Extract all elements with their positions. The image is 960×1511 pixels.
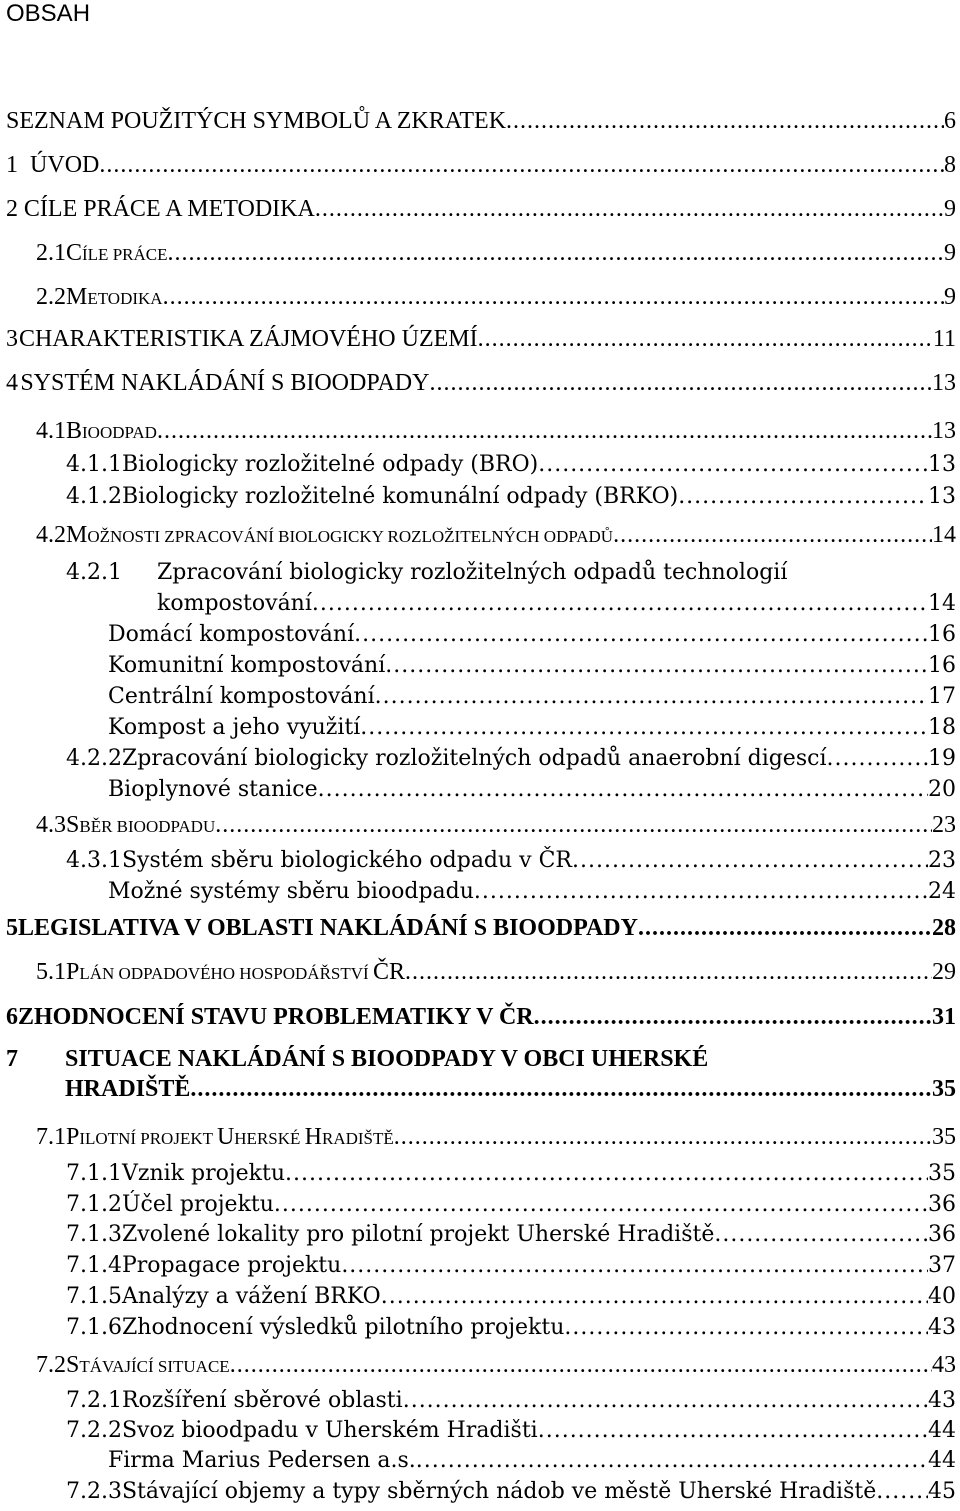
toc-number: 7.1.1	[66, 1161, 122, 1186]
toc-number: 7.2.3	[66, 1479, 122, 1504]
toc-page-number: 11	[932, 326, 956, 352]
toc-page-number: 36	[928, 1192, 956, 1217]
toc-title: Možné systémy sběru bioodpadu	[108, 879, 474, 904]
toc-page-number: 16	[928, 622, 956, 647]
toc-page-number: 8	[944, 152, 956, 178]
toc-entry-7-1-1[interactable]	[66, 1161, 956, 1186]
toc-number: 7.1.2	[66, 1192, 122, 1217]
toc-leader	[285, 1161, 928, 1186]
toc-entry-7-2[interactable]	[36, 1352, 956, 1379]
toc-number: 4.2.1	[66, 560, 122, 585]
toc-leader	[714, 1222, 928, 1247]
toc-title: Zpracování biologicky rozložitelných odpadů anaerobní digescí	[121, 746, 827, 771]
toc-number: 2	[6, 196, 18, 222]
toc-entry-5[interactable]	[6, 915, 956, 942]
toc-page-number: 23	[928, 848, 956, 873]
toc-title: Domácí kompostování	[108, 622, 355, 647]
toc-leader	[315, 196, 944, 223]
toc-leader	[381, 1284, 928, 1309]
toc-entry-kompost-vyuziti[interactable]	[108, 715, 956, 740]
toc-entry-komunitni-kompostovani[interactable]	[108, 653, 956, 678]
toc-leader	[405, 959, 932, 986]
toc-page-number: 43	[928, 1388, 956, 1413]
toc-leader	[506, 108, 944, 135]
toc-entry-3[interactable]	[6, 326, 956, 353]
toc-leader	[826, 746, 928, 771]
toc-title: MOŽNOSTI ZPRACOVÁNÍ BIOLOGICKY ROZLOŽITELNÝCH ODPADŮ	[66, 522, 614, 548]
toc-title: PILOTNÍ PROJEKT UHERSKÉ HRADIŠTĚ	[66, 1124, 394, 1150]
toc-page-number: 40	[928, 1284, 956, 1309]
toc-leader	[538, 1418, 928, 1443]
toc-number: 4.1.2	[66, 484, 122, 509]
toc-page-number: 20	[928, 777, 956, 802]
toc-title: Zhodnocení výsledků pilotního projektu	[121, 1315, 565, 1340]
toc-page-number: 9	[944, 240, 956, 266]
toc-leader	[354, 622, 928, 647]
toc-leader	[341, 1253, 928, 1278]
toc-title-continued: kompostování	[157, 591, 312, 616]
toc-page-number: 43	[928, 1315, 956, 1340]
toc-number: 2.2	[36, 284, 66, 310]
toc-leader	[312, 591, 928, 616]
toc-number: 4	[6, 370, 18, 396]
toc-number: 7.2	[36, 1352, 66, 1378]
toc-number: 7.1	[36, 1124, 66, 1150]
toc-entry-7-1-6[interactable]	[66, 1315, 956, 1340]
toc-entry-7-2-2[interactable]	[66, 1418, 956, 1443]
toc-entry-7-cont[interactable]	[65, 1076, 956, 1103]
toc-leader	[385, 653, 928, 678]
toc-number: 6	[6, 1004, 18, 1030]
toc-title: ÚVOD	[30, 152, 100, 178]
toc-number: 5	[6, 915, 18, 941]
toc-leader	[572, 848, 928, 873]
toc-title: LEGISLATIVA V OBLASTI NAKLÁDÁNÍ S BIOODPADY	[18, 915, 638, 941]
toc-number: 7.1.4	[66, 1253, 122, 1278]
toc-entry-7-1-5[interactable]	[66, 1284, 956, 1309]
toc-entry-7-2-1[interactable]	[66, 1388, 956, 1413]
toc-page-number: 43	[932, 1352, 956, 1378]
toc-entry-6[interactable]	[6, 1004, 956, 1031]
toc-page-number: 13	[928, 452, 956, 477]
toc-number: 4.1.1	[66, 452, 122, 477]
toc-entry-bioplynove-stanice[interactable]	[108, 777, 956, 802]
toc-title: Biologicky rozložitelné komunální odpady (BRKO)	[121, 484, 679, 509]
toc-leader	[99, 152, 944, 179]
toc-page-number: 35	[932, 1076, 956, 1102]
toc-page-number: 19	[928, 746, 956, 771]
toc-number: 2.1	[36, 240, 66, 266]
toc-page-number: 13	[928, 484, 956, 509]
toc-page-number: 9	[944, 284, 956, 310]
toc-leader	[230, 1352, 932, 1379]
toc-leader	[318, 777, 928, 802]
toc-entry-7-1-2[interactable]	[66, 1192, 956, 1217]
toc-leader	[474, 879, 928, 904]
toc-number: 4.2	[36, 522, 66, 548]
toc-entry-7-2-3[interactable]	[66, 1479, 956, 1504]
toc-page-number: 13	[932, 418, 956, 444]
toc-number: 3	[6, 326, 18, 352]
toc-leader	[613, 522, 932, 549]
toc-leader	[157, 418, 932, 445]
toc-title: Bioplynové stanice	[108, 777, 318, 802]
toc-number: 5.1	[36, 959, 66, 985]
toc-title: Stávající objemy a typy sběrných nádob ve městě Uherské Hradiště	[121, 1479, 877, 1504]
toc-page-number: 14	[932, 522, 956, 548]
toc-title: Analýzy a vážení BRKO	[121, 1284, 381, 1309]
toc-leader	[429, 370, 932, 397]
toc-title: BIOODPAD	[66, 418, 157, 444]
toc-entry-4-2-1-cont[interactable]	[157, 591, 956, 616]
toc-title: Propagace projektu	[121, 1253, 342, 1278]
toc-page-number: 23	[932, 812, 956, 838]
toc-title: Centrální kompostování	[108, 684, 375, 709]
toc-entry-1[interactable]	[6, 152, 956, 179]
toc-entry-mozne-systemy[interactable]	[108, 879, 956, 904]
toc-page-number: 37	[928, 1253, 956, 1278]
toc-page-number: 44	[928, 1448, 956, 1473]
toc-leader	[403, 1388, 928, 1413]
toc-entry-4-1[interactable]	[36, 418, 956, 445]
toc-number: 7	[6, 1046, 18, 1072]
toc-page-number: 18	[928, 715, 956, 740]
toc-leader	[190, 1076, 932, 1103]
toc-leader	[478, 326, 933, 353]
toc-title: Systém sběru biologického odpadu v ČR	[121, 848, 572, 873]
toc-page-number: 35	[932, 1124, 956, 1150]
toc-number: 7.1.6	[66, 1315, 122, 1340]
toc-leader	[360, 715, 928, 740]
toc-title: CHARAKTERISTIKA ZÁJMOVÉHO ÚZEMÍ	[18, 326, 478, 352]
toc-title: Svoz bioodpadu v Uherském Hradišti	[121, 1418, 538, 1443]
toc-entry-2-2[interactable]	[36, 284, 956, 311]
toc-page-number: 36	[928, 1222, 956, 1247]
toc-page-number: 45	[928, 1479, 956, 1504]
toc-entry-4-1-1[interactable]	[66, 452, 956, 477]
toc-entry-4-1-2[interactable]	[66, 484, 956, 509]
toc-title: Vznik projektu	[121, 1161, 286, 1186]
toc-entry-2-1[interactable]	[36, 240, 956, 267]
toc-entry-4-2-1[interactable]	[66, 560, 956, 585]
toc-page-number: 35	[928, 1161, 956, 1186]
toc-leader	[534, 1004, 932, 1031]
toc-number: 4.2.2	[66, 746, 122, 771]
toc-title: Komunitní kompostování	[108, 653, 386, 678]
toc-number: 4.1	[36, 418, 66, 444]
toc-page-number: 28	[932, 915, 956, 941]
toc-page-number: 9	[944, 196, 956, 222]
toc-entry-4-3-1[interactable]	[66, 848, 956, 873]
toc-page-number: 16	[928, 653, 956, 678]
toc-page-number: 6	[944, 108, 956, 134]
page-title: OBSAH	[6, 0, 91, 27]
toc-number: 4.3.1	[66, 848, 122, 873]
toc-title: Biologicky rozložitelné odpady (BRO)	[121, 452, 539, 477]
toc-number: 7.2.2	[66, 1418, 122, 1443]
toc-number: 7.1.5	[66, 1284, 122, 1309]
toc-title: CÍLE PRÁCE A METODIKA	[23, 196, 315, 222]
toc-leader	[538, 452, 928, 477]
toc-number: 1	[6, 152, 18, 178]
toc-page-number: 13	[932, 370, 956, 396]
toc-number: 7.1.3	[66, 1222, 122, 1247]
toc-page-number: 31	[932, 1004, 956, 1030]
toc-title-continued: HRADIŠTĚ	[65, 1076, 191, 1102]
toc-title: Zvolené lokality pro pilotní projekt Uherské Hradiště	[121, 1222, 715, 1247]
toc-title: Účel projektu	[121, 1192, 274, 1217]
toc-entry-4-2[interactable]	[36, 522, 956, 549]
toc-entry-7[interactable]	[6, 1046, 956, 1073]
toc-leader	[168, 240, 945, 267]
toc-title: SEZNAM POUŽITÝCH SYMBOLŮ A ZKRATEK	[6, 108, 507, 134]
toc-entry-4[interactable]	[6, 370, 956, 397]
toc-title: Rozšíření sběrové oblasti	[121, 1388, 403, 1413]
toc-entry-2[interactable]	[6, 196, 956, 223]
toc-title: CÍLE PRÁCE	[66, 240, 168, 266]
toc-leader	[564, 1315, 928, 1340]
toc-title: Kompost a jeho využití	[108, 715, 361, 740]
toc-title: ZHODNOCENÍ STAVU PROBLEMATIKY V ČR	[18, 1004, 534, 1030]
toc-entry-centralni-kompostovani[interactable]	[108, 684, 956, 709]
toc-page-number: 24	[928, 879, 956, 904]
toc-title: Firma Marius Pedersen a.s.	[108, 1448, 416, 1473]
toc-leader	[416, 1448, 928, 1473]
toc-page-number: 14	[928, 591, 956, 616]
toc-page-number: 29	[932, 959, 956, 985]
toc-page-number: 44	[928, 1418, 956, 1443]
toc-leader	[678, 484, 928, 509]
toc-entry-domaci-kompostovani[interactable]	[108, 622, 956, 647]
toc-leader	[274, 1192, 928, 1217]
toc-title: SYSTÉM NAKLÁDÁNÍ S BIOODPADY	[20, 370, 430, 396]
toc-entry-firma-marius-pedersen[interactable]	[108, 1448, 956, 1473]
toc-title: SITUACE NAKLÁDÁNÍ S BIOODPADY V OBCI UHERSKÉ	[65, 1046, 709, 1072]
toc-entry-7-1-3[interactable]	[66, 1222, 956, 1247]
toc-leader	[876, 1479, 928, 1504]
toc-number: 4.3	[36, 812, 66, 838]
toc-entry-7-1-4[interactable]	[66, 1253, 956, 1278]
toc-leader	[215, 812, 932, 839]
toc-entry-4-3[interactable]	[36, 812, 956, 839]
toc-leader	[375, 684, 928, 709]
toc-title: Zpracování biologicky rozložitelných odpadů technologií	[157, 560, 788, 585]
toc-title: SBĚR BIOODPADU	[66, 812, 216, 838]
toc-title: STÁVAJÍCÍ SITUACE	[66, 1352, 230, 1378]
toc-title: METODIKA	[66, 284, 163, 310]
toc-title: PLÁN ODPADOVÉHO HOSPODÁŘSTVÍ ČR	[66, 959, 405, 985]
toc-leader	[394, 1124, 932, 1151]
toc-number: 7.2.1	[66, 1388, 122, 1413]
toc-entry-4-2-2[interactable]	[66, 746, 956, 771]
toc-leader	[638, 915, 932, 942]
toc-page-number: 17	[928, 684, 956, 709]
toc-entry-7-1[interactable]	[36, 1124, 956, 1151]
toc-leader	[163, 284, 944, 311]
toc-entry-symbols[interactable]	[6, 108, 956, 135]
toc-entry-5-1[interactable]	[36, 959, 956, 986]
